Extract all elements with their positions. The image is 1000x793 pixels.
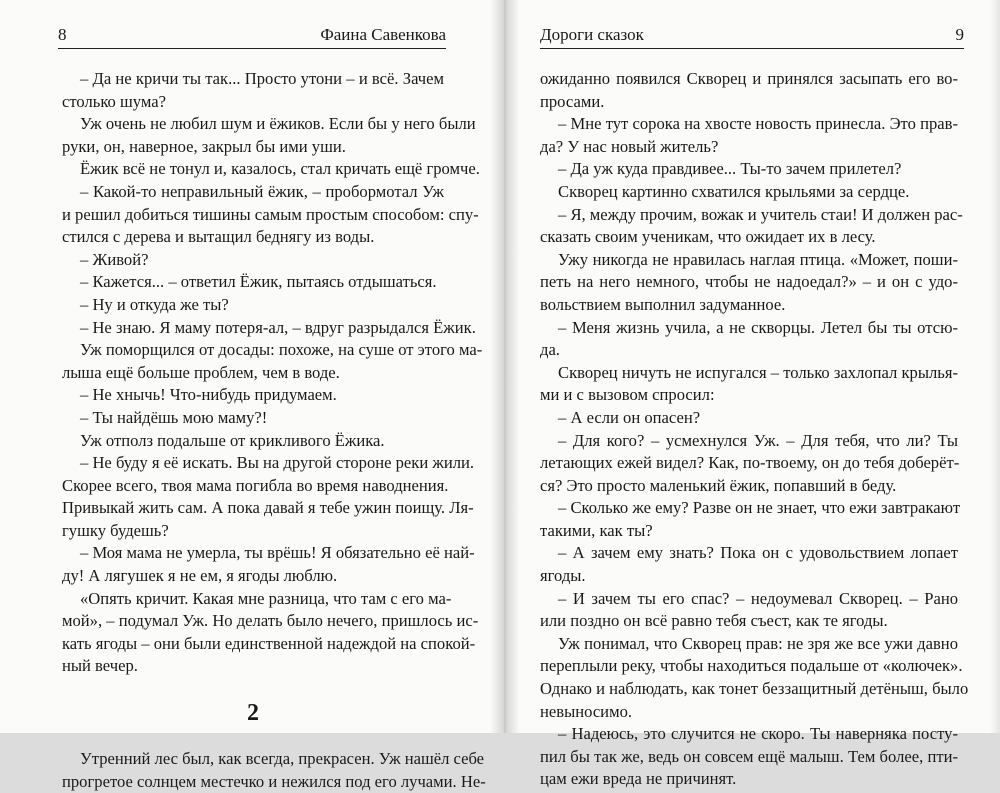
text-line: ягоды. [540, 566, 586, 586]
text-line: стился с дерева и вытащил беднягу из воды. [62, 227, 375, 247]
text-line: столько шума? [62, 91, 166, 111]
header-rule [58, 48, 446, 49]
text-line: Скорее всего, твоя мама погибла во время наводнения. [62, 475, 449, 495]
text-line: ный вечер. [62, 656, 138, 676]
text-line: прогретое солнцем местечко и нежился под его лучами. Не- [62, 771, 486, 791]
left-page-header [58, 24, 446, 46]
running-title: Дороги сказок [540, 25, 644, 44]
text-line: – А зачем ему знать? Пока он с удовольствием лопает [558, 543, 958, 563]
text-line: ду! А лягушек я не ем, я ягоды люблю. [62, 566, 338, 586]
page-edge [990, 0, 1000, 733]
text-line: – Не хнычь! Что-нибудь придумаем. [80, 385, 337, 405]
text-line: пил бы так же, ведь он совсем ещё малыш. Тем более, пти- [540, 746, 958, 766]
text-line: Утренний лес был, как всегда, прекрасен. Уж нашёл себе [80, 749, 485, 769]
text-line: или поздно он всё равно тебя съест, как те ягоды. [540, 611, 888, 631]
text-line: Однако и наблюдать, как тонет беззащитный детёныш, было [540, 679, 969, 699]
text-line: Уж отполз подальше от крикливого Ёжика. [80, 430, 385, 450]
text-line: да? У нас новый житель? [540, 136, 719, 156]
text-line: – Кажется... – ответил Ёжик, пытаясь отдышаться. [80, 272, 437, 292]
text-line: – Моя мама не умерла, ты врёшь! Я обязательно её най- [80, 543, 475, 563]
text-line: «Опять кричит. Какая мне разница, что там с его ма- [80, 588, 452, 608]
text-line: – Не знаю. Я маму потеря-ал, – вдруг разрыдался Ёжик. [80, 317, 476, 337]
text-line: такими, как ты? [540, 520, 653, 540]
text-line: ожиданно появился Скворец и принялся засыпать его во- [540, 69, 958, 88]
right-page [520, 0, 1000, 789]
text-line: – Для кого? – усмехнулся Уж. – Для тебя, что ли? Ты [558, 430, 958, 450]
text-line: вольствием выполнил задуманное. [540, 294, 786, 314]
page-number: 8 [58, 25, 67, 44]
text-line: мой», – подумал Уж. Но делать было нечего, пришлось ис- [62, 611, 479, 631]
text-line: – Живой? [80, 249, 149, 269]
text-line: Ужу никогда не нравилась наглая птица. «Может, поши- [558, 249, 958, 269]
text-line: – Не буду я её искать. Вы на другой стороне реки жили. [80, 453, 475, 473]
text-line: сказать своим ученикам, что ожидает их в лесу. [540, 227, 876, 247]
text-line: – Сколько же ему? Разве он не знает, что ежи завтракают [558, 498, 961, 518]
header-rule [540, 48, 964, 49]
book-gutter [490, 0, 520, 733]
text-line: Уж понимал, что Скворец прав: не зря же все ужи давно [558, 633, 958, 653]
text-line: цам ежи вреда не причинят. [540, 769, 737, 789]
text-line: – Да не кричи ты так... Просто утони – и всё. Зачем [80, 69, 444, 88]
text-line: Скворец ничуть не испугался – только захлопал крылья- [558, 362, 958, 382]
text-line: – И зачем ты его спас? – недоумевал Скворец. – Рано [558, 588, 958, 608]
text-line: Уж поморщился от досады: похоже, на суше от этого ма- [80, 340, 483, 360]
text-line: гушку будешь? [62, 520, 169, 540]
text-line: Скворец картинно схватился крыльями за сердце. [558, 181, 910, 201]
running-title: Фаина Савенкова [320, 25, 446, 44]
text-line: – Да уж куда правдивее... Ты-то зачем прилетел? [558, 159, 902, 179]
text-line: ми и с вызовом спросил: [540, 385, 715, 405]
text-line: лыша ещё больше проблем, чем в воде. [62, 362, 340, 382]
text-line: – Ну и откуда же ты? [80, 294, 229, 314]
page-number: 9 [955, 25, 964, 44]
left-page-text [62, 68, 486, 793]
text-line: летающих ежей видел? Как, по-твоему, он до тебя доберёт- [540, 453, 960, 473]
text-line: ся? Это просто маленький ёжик, попавший в беду. [540, 475, 897, 495]
chapter-number: 2 [247, 700, 259, 727]
text-line: – А если он опасен? [558, 407, 701, 427]
text-line: – Я, между прочим, вожак и учитель стаи! И должен рас- [558, 204, 963, 224]
left-page [0, 0, 490, 791]
right-page-header [540, 24, 964, 46]
text-line: Привыкай жить сам. А пока давай я тебе ужин поищу. Ля- [62, 498, 474, 518]
text-line: – Какой-то неправильный ёжик, – пробормотал Уж [80, 181, 444, 201]
text-line: – Надеюсь, это случится не скоро. Ты наверняка посту- [558, 724, 958, 744]
text-line: – Ты найдёшь мою маму?! [80, 407, 268, 427]
text-line: просами. [540, 91, 605, 111]
text-line: Ёжик всё не тонул и, казалось, стал кричать ещё громче. [80, 159, 480, 179]
text-line: переплыли реку, чтобы находиться подальше от «колючек». [540, 656, 963, 676]
text-line: петь на него немного, чтобы не надоедал?» – и он с удо- [540, 272, 958, 292]
text-line: – Меня жизнь учила, а не скворцы. Летел бы ты отсю- [558, 317, 958, 337]
text-line: кать ягоды – они были единственной надеждой на спокой- [62, 633, 476, 653]
right-page-text [540, 68, 969, 791]
text-line: и решил добиться тишины самым простым способом: спу- [62, 204, 479, 224]
text-line: невыносимо. [540, 701, 633, 721]
text-line: да. [540, 340, 560, 360]
text-line: руки, он, наверное, закрыл бы ими уши. [62, 136, 346, 156]
text-line: Уж очень не любил шум и ёжиков. Если бы у него были [80, 114, 476, 134]
text-line: – Мне тут сорока на хвосте новость принесла. Это прав- [558, 114, 958, 134]
